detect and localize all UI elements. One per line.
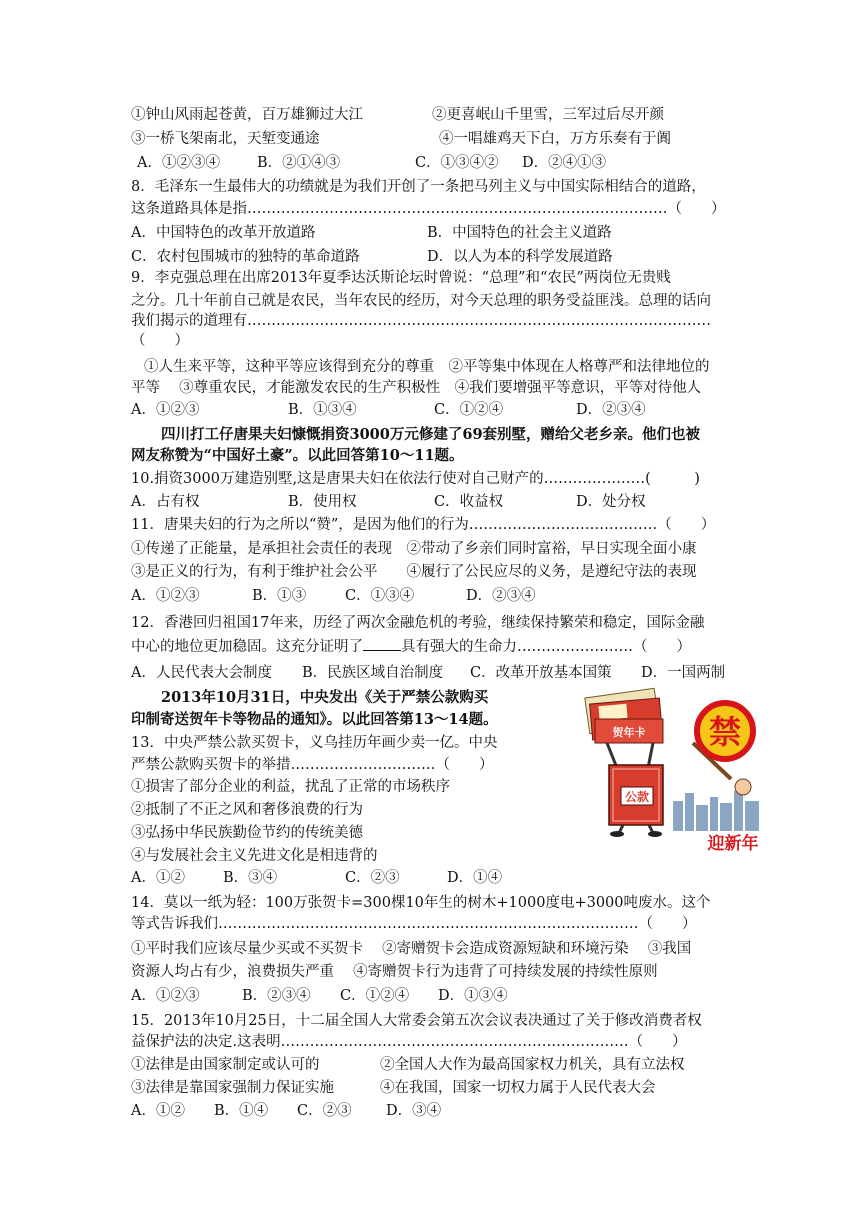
q9-option-c: C．①②④	[434, 402, 504, 418]
q12-stem-2-post: 具有强大的生命力……………………（ ）	[401, 639, 691, 655]
q13-statement-1: ①损害了部分企业的利益，扰乱了正常的市场秩序	[131, 779, 450, 795]
ban-label: 禁	[708, 713, 742, 751]
q8-option-d: D．以人为本的科学发展道路	[427, 249, 613, 265]
q15-option-c: C．②③	[297, 1103, 352, 1119]
poem-option-c: C．①③④②	[415, 155, 499, 171]
q15-option-d: D．③④	[386, 1103, 442, 1119]
q12-option-c: C．改革开放基本国策	[470, 665, 612, 681]
material-1-line-2: 网友称赞为“中国好土豪”。以此回答第10～11题。	[131, 447, 464, 464]
q13-stem-2: 严禁公款购买贺卡的举措…………………………（ ）	[131, 757, 494, 773]
q9-answer-bracket: （ ）	[131, 333, 189, 349]
q15-statement-4: ④在我国，国家一切权力属于人民代表大会	[380, 1080, 656, 1096]
q13-stem-1: 13．中央严禁公款买贺卡，义乌挂历年画少卖一亿。中央	[131, 735, 498, 751]
q12-option-a: A．人民代表大会制度	[131, 665, 272, 681]
q10-option-c: C．收益权	[434, 494, 504, 510]
material-1-line-1: 四川打工仔唐果夫妇慷慨捐资3000万元修建了69套别墅，赠给父老乡亲。他们也被	[161, 426, 701, 443]
q14-stem-2: 等式告诉我们……………………………………………………………………………（ ）	[131, 916, 697, 932]
poem-option-b: B．②①④③	[257, 155, 341, 171]
q8-option-a: A．中国特色的改革开放道路	[131, 225, 316, 241]
q13-statement-4: ④与发展社会主义先进文化是相违背的	[131, 848, 378, 864]
q10-option-a: A．占有权	[131, 494, 200, 510]
q12-option-b: B．民族区域自治制度	[302, 665, 444, 681]
q8-option-c: C．农村包围城市的独特的革命道路	[131, 249, 360, 265]
q13-option-d: D．①④	[447, 870, 503, 886]
q10-option-b: B．使用权	[288, 494, 357, 510]
q11-option-a: A．①②③	[131, 588, 200, 604]
q13-option-a: A．①②	[131, 870, 185, 886]
q10-option-d: D．处分权	[576, 494, 646, 510]
q9-option-d: D．②③④	[576, 402, 646, 418]
q9-stem-1: 9．李克强总理在出席2013年夏季达沃斯论坛时曾说：“总理”和“农民”两岗位无贵贱	[131, 270, 671, 286]
q14-statement-2: 资源人均占有少，浪费损失严重 ④寄赠贺卡行为违背了可持续发展的持续性原则	[131, 964, 658, 980]
q15-option-b: B．①④	[214, 1103, 269, 1119]
cartoon-illustration	[573, 683, 769, 853]
q9-stem-3: 我们揭示的道理有……………………………………………………………………………………	[131, 313, 711, 329]
q9-statement-1: ①人生来平等，这种平等应该得到充分的尊重 ②平等集中体现在人格尊严和法律地位的	[144, 359, 710, 375]
poem-option-d: D．②④①③	[522, 155, 607, 171]
q11-option-d: D．②③④	[466, 588, 536, 604]
q15-stem-1: 15．2013年10月25日，十二届全国人大常委会第五次会议表决通过了关于修改消费者权	[131, 1013, 702, 1029]
poem-line-1a: ①钟山风雨起苍黄，百万雄狮过大江	[131, 107, 363, 123]
q8-stem-2: 这条道路具体是指……………………………………………………………………………（ ）	[131, 201, 726, 217]
material-2-line-2: 印制寄送贺年卡等物品的通知》。以此回答第13～14题。	[131, 711, 498, 728]
q13-statement-3: ③弘扬中华民族勤俭节约的传统美德	[131, 825, 363, 841]
q13-statement-2: ②抵制了不正之风和奢侈浪费的行为	[131, 802, 363, 818]
card-label: 贺年卡	[612, 726, 646, 739]
q15-statement-2: ②全国人大作为最高国家权力机关，具有立法权	[380, 1057, 685, 1073]
q13-option-c: C．②③	[345, 870, 400, 886]
q11-stem: 11．唐果夫妇的行为之所以“赞”，是因为他们的行为…………………………………（ ）	[131, 517, 716, 533]
q11-option-b: B．①③	[252, 588, 307, 604]
cartoon-figure	[573, 683, 769, 853]
q14-option-c: C．①②④	[340, 988, 410, 1004]
q15-stem-2: 益保护法的决定.这表明………………………………………………………………（ ）	[131, 1034, 687, 1050]
q12-blank	[363, 636, 401, 651]
q12-stem-2-pre: 中心的地位更加稳固。这充分证明了	[131, 639, 363, 655]
q14-statement-1: ①平时我们应该尽量少买或不买贺卡 ②寄赠贺卡会造成资源短缺和环境污染 ③我国	[131, 941, 692, 957]
q13-option-b: B．③④	[223, 870, 278, 886]
q8-stem-1: 8．毛泽东一生最伟大的功绩就是为我们开创了一条把马列主义与中国实际相结合的道路，	[131, 179, 706, 195]
q9-statement-2: 平等 ③尊重农民，才能激发农民的生产积极性 ④我们要增强平等意识，平等对待他人	[131, 380, 702, 396]
q9-option-a: A．①②③	[131, 402, 200, 418]
q9-stem-2: 之分。几十年前自己就是农民，当年农民的经历，对今天总理的职务受益匪浅。总理的话向	[131, 293, 711, 309]
q15-option-a: A．①②	[131, 1103, 185, 1119]
q14-option-d: D．①③④	[438, 988, 508, 1004]
q15-statement-3: ③法律是靠国家强制力保证实施	[131, 1080, 334, 1096]
q11-statement-1: ①传递了正能量，是承担社会责任的表现 ②带动了乡亲们同时富裕，早日实现全面小康	[131, 541, 697, 557]
poem-line-2b: ④一唱雄鸡天下白，万方乐奏有于阗	[439, 131, 671, 147]
poem-line-1b: ②更喜岷山千里雪，三军过后尽开颜	[432, 107, 664, 123]
card-stack-icon	[585, 688, 663, 743]
wallet-label: 公款	[624, 790, 650, 804]
q12-option-d: D．一国两制	[641, 665, 726, 681]
q14-option-b: B．②③④	[242, 988, 311, 1004]
poem-option-a: A．①②③④	[137, 155, 220, 171]
material-2-line-1: 2013年10月31日，中央发出《关于严禁公款购买	[161, 689, 489, 706]
q9-option-b: B．①③④	[288, 402, 357, 418]
q14-option-a: A．①②③	[131, 988, 200, 1004]
q10-stem: 10.捐资3000万建造别墅,这是唐果夫妇在依法行使对自己财产的…………………( )	[131, 471, 700, 487]
banner-text: 迎新年	[707, 834, 759, 853]
q15-statement-1: ①法律是由国家制定或认可的	[131, 1057, 320, 1073]
q12-stem-1: 12．香港回归祖国17年来，历经了两次金融危机的考验，继续保持繁荣和稳定，国际金融	[131, 615, 705, 631]
q14-stem-1: 14．莫以一纸为轻：100万张贺卡=300棵10年生的树木+1000度电+3000吨废水。这个	[131, 895, 711, 911]
q8-option-b: B．中国特色的社会主义道路	[427, 225, 612, 241]
q11-statement-2: ③是正义的行为，有利于维护社会公平 ④履行了公民应尽的义务，是遵纪守法的表现	[131, 564, 697, 580]
q11-option-c: C．①③④	[345, 588, 415, 604]
poem-line-2a: ③一桥飞架南北，天堑变通途	[131, 131, 320, 147]
q12-stem-2	[131, 636, 691, 657]
